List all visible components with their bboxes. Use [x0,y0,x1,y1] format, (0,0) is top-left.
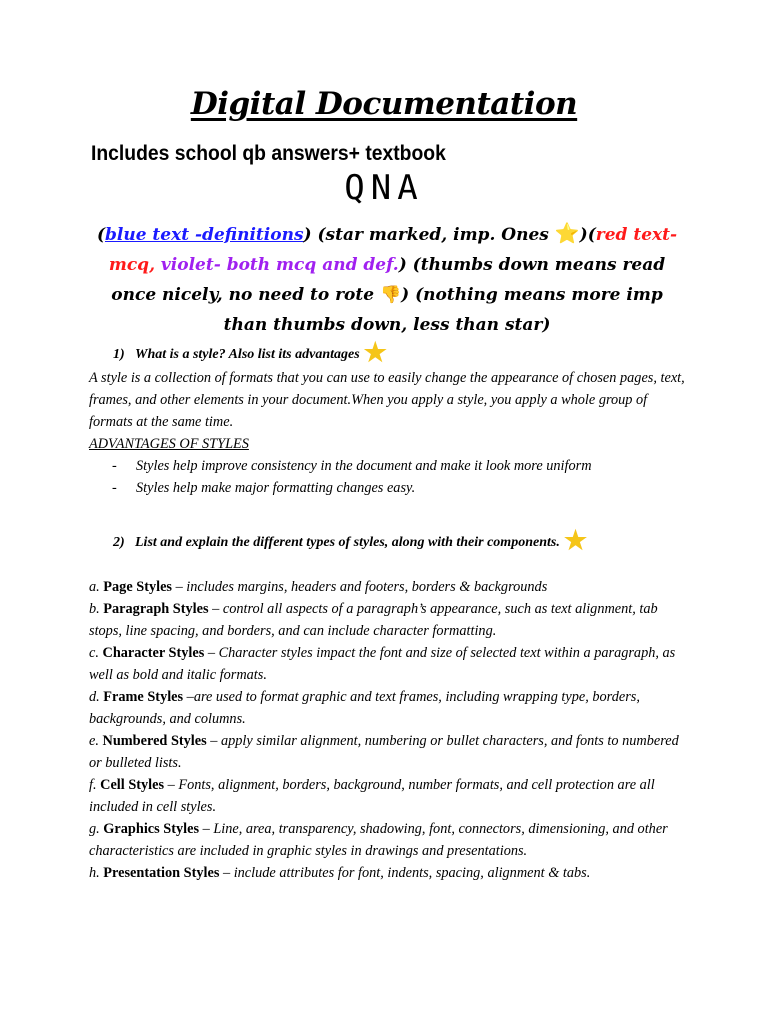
term: Numbered Styles [102,733,207,749]
star-icon: ★ [363,338,387,367]
page-title: Digital Documentation [190,86,578,122]
qna-heading: QNA [344,168,424,208]
list-item: - Styles help make major formatting changes easy. [112,480,416,496]
list-item: a. Page Styles – includes margins, headers and footers, borders & backgrounds [89,579,548,595]
style-types-list [89,576,689,884]
question-text: What is a style? Also list its advantages [135,347,360,362]
answer-1: A style is a collection of formats that you can use to easily change the appearance of chosen pages, text, frames, and other elements in your document.When you apply a style, you apply a whole group of formats at the same time. [89,370,685,430]
question-2 [113,526,587,556]
term: Cell Styles [100,777,165,793]
question-1 [113,338,387,368]
list-item: g. Graphics Styles – Line, area, transparency, shadowing, font, connectors, dimensioning, and other characteristics are included in graphic styles in drawings and presentations. [89,821,668,859]
term: Presentation Styles [103,865,220,881]
question-text: List and explain the different types of styles, along with their components. [135,535,560,550]
legend-sep: )( [579,225,596,245]
legend-open-paren: ( [96,225,105,245]
legend-blue-text: blue text -definitions [104,225,304,245]
list-item: e. Numbered Styles – apply similar alignment, numbering or bullet characters, and fonts to numbered or bulleted lists. [89,733,679,771]
term: Graphics Styles [103,821,200,837]
list-item: c. Character Styles – Character styles impact the font and size of selected text within a paragraph, as well as bold and italic formats. [89,645,676,683]
color-legend [92,218,682,340]
term: Character Styles [102,645,205,661]
term: Paragraph Styles [103,601,209,617]
term: Page Styles [103,579,172,595]
question-number: 1) [113,347,125,362]
list-item: b. Paragraph Styles – control all aspects of a paragraph’s appearance, such as text alignment, tab stops, line spacing, and borders, and can include character formatting. [89,601,658,639]
star-icon: ⭐ [554,221,580,245]
legend-end-note: ) (nothing means more imp than thumbs down, less than star) [223,285,663,335]
star-icon: ★ [563,526,588,555]
advantages-heading: ADVANTAGES OF STYLES [89,436,249,452]
question-number: 2) [113,535,125,550]
legend-violet-text: violet- both mcq and def. [160,255,399,275]
term: Frame Styles [103,689,184,705]
legend-thumb-note: ) (thumbs down means read once nicely, no need to rote [111,255,666,305]
advantages-list [112,455,682,499]
legend-star-note: ) (star marked, imp. Ones [303,225,555,245]
subtitle: Includes school qb answers+ textbook [91,142,446,165]
list-item: - Styles help improve consistency in the document and make it look more uniform [112,458,592,474]
list-item: d. Frame Styles –are used to format graphic and text frames, including wrapping type, borders, backgrounds, and columns. [89,689,640,727]
legend-red-text: red text- mcq, [108,225,678,275]
list-item: f. Cell Styles – Fonts, alignment, borders, background, number formats, and cell protection are all included in cell styles. [89,777,655,815]
thumbs-down-icon: 👎 [380,285,402,305]
list-item: h. Presentation Styles – include attributes for font, indents, spacing, alignment & tabs. [89,865,591,881]
